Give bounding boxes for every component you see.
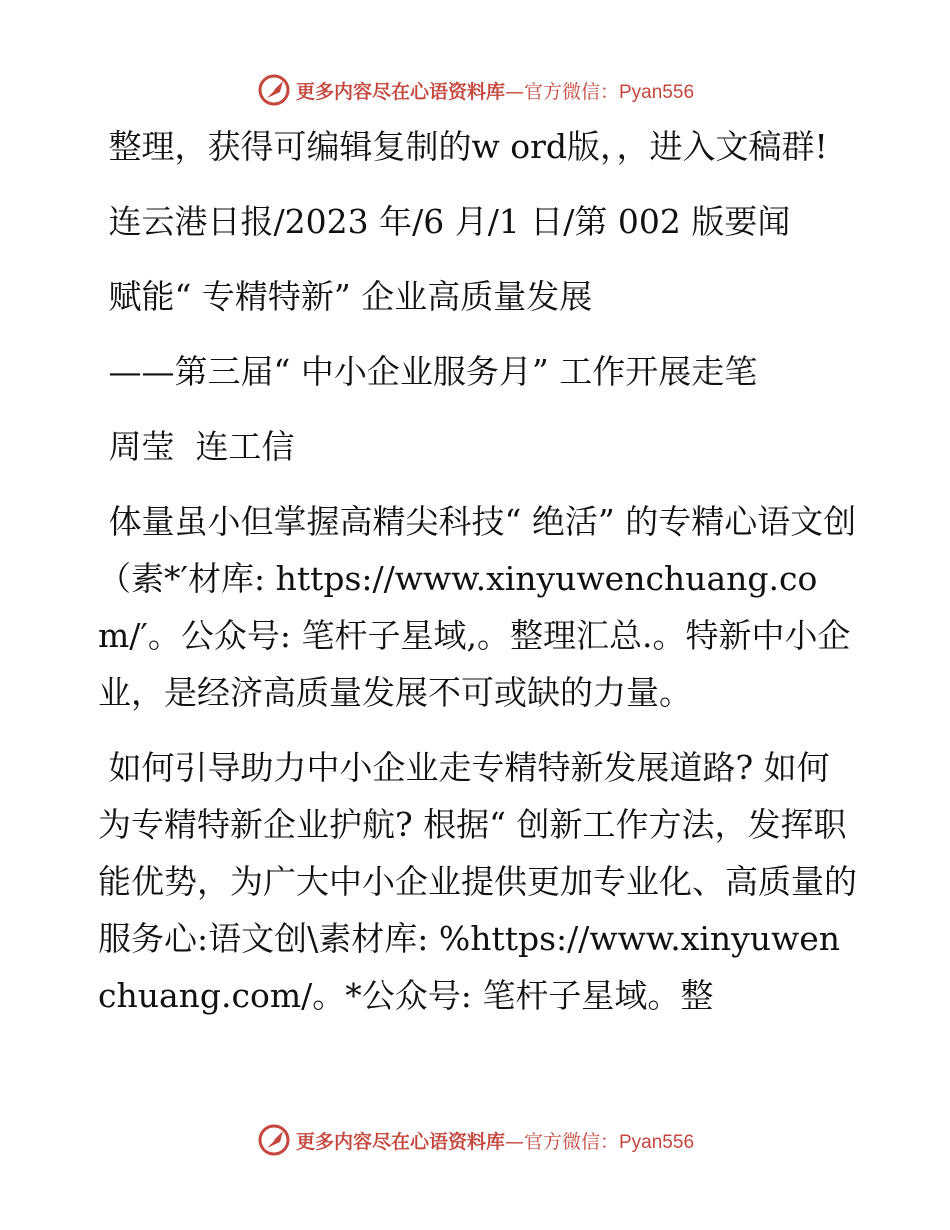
footer-watermark xyxy=(0,1120,950,1160)
article-title: 赋能“ 专精特新” 企业高质量发展 xyxy=(98,277,593,316)
watermark-text xyxy=(296,1127,694,1154)
watermark-main: 更多内容尽在心语资料库 xyxy=(295,80,505,103)
paragraph-body-2: 如何引导助力中小企业走专精特新发展道路? 如何为专精特新企业护航? 根据“ 创新工作方法，发挥职能优势，为广大中小企业提供更加专业化、高质量的服务心:语文创\素材库: %https://www.xinyuwenchuang.com/。*公众号: 笔杆子星域。整 xyxy=(98,748,857,1015)
watermark-wechat-id: Pyan556 xyxy=(619,1131,695,1153)
watermark-text xyxy=(296,77,694,104)
header-watermark xyxy=(0,70,950,110)
watermark-wechat-id: Pyan556 xyxy=(619,81,695,103)
watermark-main: 更多内容尽在心语资料库 xyxy=(295,1130,505,1153)
paragraph-source: 连云港日报/2023 年/6 月/1 日/第 002 版要闻 xyxy=(98,202,791,241)
quill-logo-icon xyxy=(256,1122,292,1158)
quill-logo-icon xyxy=(256,72,292,108)
article-authors: 周莹 连工信 xyxy=(98,427,295,466)
article-subtitle: ——第三届“ 中小企业服务月” 工作开展走笔 xyxy=(98,352,758,391)
watermark-separator: — xyxy=(504,1130,524,1153)
document-body xyxy=(98,118,858,1042)
watermark-separator: — xyxy=(504,80,524,103)
watermark-wechat-label: 官方微信： xyxy=(523,1130,619,1153)
paragraph-body-1: 体量虽小但掌握高精尖科技“ 绝活” 的专精心语文创（素*′材库: https://www.xinyuwenchuang.com/′。公众号: 笔杆子星域,。整理汇总.。特新中小企业，是经济高质量发展不可或缺的力量。 xyxy=(98,502,857,712)
paragraph-intro: 整理，获得可编辑复制的w ord版，，进入文稿群! xyxy=(98,127,828,166)
watermark-wechat-label: 官方微信： xyxy=(523,80,619,103)
